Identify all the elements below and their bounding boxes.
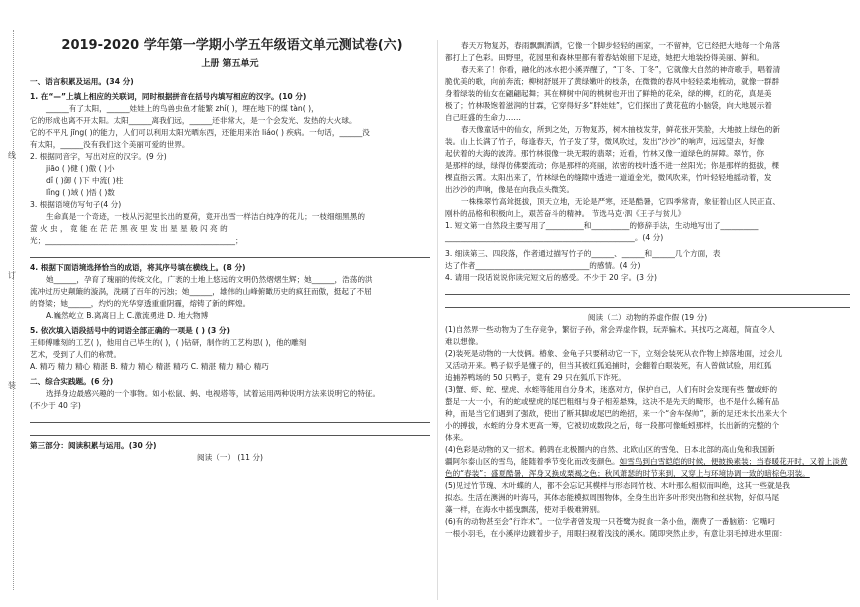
passage-1-line-7: 自己旺盛的生命力……: [445, 113, 521, 122]
passage-2-p3c: 种，而是当它们遇到了强敌，使出了断其脚或尾巴的绝招，来一个“舍车保帅”，新的足还未长出来大个: [445, 409, 787, 418]
passage-1-line-3: 春天来了！你看，融化的冰水把小溪弄醒了，“丁冬、丁冬”，它就像大自然的神奇歌手，唱着清: [461, 65, 781, 74]
section-3-heading: 第三部分：阅读积累与运用。(30 分): [30, 441, 157, 450]
exam-title: 2019-2020 学年第一学期小学五年级语文单元测试卷(六): [61, 38, 403, 53]
passage-1-line-11: 是那样的绿，绿得仿佛要流动；你是那样的亮丽，浓密的枝叶透不进一丝阳光；你是那样的挺拔，棵: [445, 161, 780, 170]
passage-2-p3e: 体来。: [445, 433, 468, 442]
q4-line-a: 她______，孕育了瑰丽的传统文化，广袤的土地上悠远的文明仍然熠熠生辉；她______，浩荡的洪: [46, 275, 373, 284]
reading-question-1-cont: __________________________________________________。(4 分): [445, 233, 664, 242]
q3-line-c: 光；__________________________________________________；: [30, 236, 243, 245]
passage-1-line-9: 装。山上长满了竹子，每逢春天，竹子发了芽，微风吹过，发出“沙沙”的响声，远远望去，好像: [445, 137, 765, 146]
passage-2-p2c: 追捕养鸭场的 50 只鸭子，竟有 29 只在狐爪下诈死。: [445, 373, 626, 382]
passage-2-p6: (6)有的动物甚至会“行诈术”。一位学者曾发现一只苍鹭为捉食一条小鱼，潮费了一番脑筋：它嘴叼: [445, 517, 775, 526]
right-column: [445, 40, 850, 540]
q5-options: A. 精巧 精力 精心 精湛 B. 精力 精心 精湛 精巧 C. 精湛 精力 精心 精巧: [30, 362, 269, 371]
q5-line-a: 王师傅雕刻的工艺( )，他用自己毕生的( )，( )钻研，制作的工艺构思( )，他的雕刻: [30, 338, 307, 347]
q3-answer-line[interactable]: [30, 249, 430, 258]
reading-answer-line-1[interactable]: [445, 286, 850, 295]
q1-line-b: 它的形成也离不开太阳。太阳______离我们远，______还非常大，是一个会发光、发热的大火球。: [30, 116, 357, 125]
reading-answer-line-2[interactable]: [445, 299, 850, 308]
passage-2-p4: (4)色彩是动物的又一招术。鹤鹑在北极圈内的自然、北欧山区的雪兔、日本北部的高山兔和我国新: [445, 445, 775, 454]
passage-1-line-15: 刚朴的品格和积极向上，艰苦奋斗的精神。 节选马克·泗《王子与贫儿》: [445, 209, 686, 218]
section-2-heading: 二、综合实践题。(6 分): [30, 377, 114, 386]
question-2: 2. 根据同音字，写出对应的汉字。(9 分): [30, 152, 167, 161]
question-3: 3. 根据语境仿写句子(4 分): [30, 200, 122, 209]
passage-2-p2b: 又活动开来。鸭子似乎是懂子的，但当其被红狐追捕时，会翻着白眼装死，有人曾做试验，用红狐: [445, 361, 772, 370]
practice-answer-line-2[interactable]: [30, 427, 430, 436]
passage-1-line-5: 身着绿装的仙女在翩翩起舞；其在柳树中间的桃树也开出了鲜艳的花朵，绿的柳，红的花，真是美: [445, 89, 772, 98]
passage-2-p3: (3)蟹、虾、蛇、壁虎、水蛭等能用自分身术，迷惑对方，保护自己，人们有时会发现有些 蟹或虾的: [445, 385, 778, 394]
passage-2-p4b-text: 疆阿尔泰山区的雪鸟，能随着季节变化而改变颜色。: [445, 457, 620, 466]
q1-line-d: 有太阳，______没有我们这个美丽可爱的世界。: [30, 140, 190, 149]
q2-line-b: dǐ ( )御 ( )下 中流( )柱: [46, 176, 124, 185]
passage-2-p3b: 螯足一大一小，有的蛇或壁虎的尾巴粗细与身子相差悬殊，这决不是先天的畸形，也不是什么稀有品: [445, 397, 780, 406]
practice-requirement: (不少于 40 字): [30, 401, 81, 410]
question-5: 5. 依次填入语段括号中的词语全部正确的一项是 ( ) (3 分): [30, 326, 231, 335]
reading-question-3-cont: 达了作者______________________________的感情。(4 分): [445, 261, 641, 270]
passage-1-line-1: 春天万物复苏，春雨飘飘洒洒，它像一个脚步轻轻的画家，一不留神，它已经把大地每一个角落: [461, 41, 780, 50]
q4-line-c: 的脊梁；她______，灼灼的光华穿透重重阴霾，熔铸了新的辉煌。: [30, 299, 251, 308]
q3-line-a: 生命真是一个奇迹，一枝从污泥里长出的夏荷，竟开出雪一样洁白纯净的花儿；一枝细细黑黑的: [46, 212, 365, 221]
question-1: 1. 在“—”上填上相应的关联词，同时根据拼音在括号内填写相应的汉字。(10 分): [30, 92, 307, 101]
q3-line-b: 萤 火 虫 ， 竟 能 在 茫 茫 黑 夜 里 发 出 星 星 般 闪 亮 的: [30, 224, 228, 233]
margin-label-pack: 装: [8, 381, 16, 390]
passage-1-line-12: 棵直指云霄。太阳出来了，竹林绿色的缝隙中透进一道道金光，微风吹来，竹叶轻轻地摇动着，发: [445, 173, 772, 182]
exam-subtitle: 上册 第五单元: [201, 59, 259, 69]
reading-question-3: 3. 细读第三、四段落，作者通过描写竹子的______、______和______几个方面，表: [445, 249, 721, 258]
left-column: [30, 38, 430, 464]
reading-1-heading: 阅读（一） (11 分): [197, 453, 263, 462]
q1-line-c: 它的不平凡 jīng( )的能力，人们可以利用太阳光晒东西，还能用来治 liáo( ) 疾病。一句话，______没: [30, 128, 370, 137]
q4-options: A.巍然屹立 B.离离日上 C.激流勇进 D. 地大物博: [46, 311, 209, 320]
passage-1-line-10: 起伏着的大海的波涛。那竹林很像一块无瑕的翡翠；近看，竹林又像一道绿色的屏障。翠竹，你: [445, 149, 764, 158]
practice-prompt: 选择身边最感兴趣的一个事物。如小松鼠、蚂、电视塔等，试着运用两种说明方法来说明它的特征。: [46, 389, 381, 398]
practice-answer-line-1[interactable]: [30, 414, 430, 423]
q2-line-c: lǐng ( )域 ( )悟 ( )数: [46, 188, 115, 197]
q5-line-b: 艺术，受到了人们的称赞。: [30, 350, 122, 359]
passage-1-line-2: 都打上了色彩。田野里，花园里和森林里都有着春姑娘留下足迹，她把大地装扮得美丽、鲜和。: [445, 53, 764, 62]
binding-margin: [0, 0, 22, 607]
passage-2-underlined: 如雪鸟到白雪皑皑的时候，便披换素装；当春暖花开时，又着上淡黄色的“春装”；盛夏酷暑，浑身又换成栗褐之色；秋风萧瑟的时节来到，又穿上与环境协调一致的暗棕色羽装。: [445, 457, 848, 478]
reading-question-1: 1. 短文第一自然段主要写用了__________和__________的修辞手法，生动地写出了__________: [445, 221, 759, 230]
passage-1-line-13: 出沙沙的声响，像是在向我点头微笑。: [445, 185, 575, 194]
column-divider: [437, 40, 438, 600]
passage-2-p5b: 拟态。生活在澳洲的叶海马，其体态能模拟周围物体，全身生出许多叶形突出物和丝状物，好似马尾: [445, 493, 780, 502]
passage-1-line-4: 脆优美的歌，向前奔流；柳树舒展开了黄绿嫩叶的枝条，在微微的春风中轻轻柔地梳动，就像一群群: [445, 77, 780, 86]
reading-2-heading: 阅读（二）动物的养虚作假 (19 分): [587, 313, 708, 322]
passage-2-p5c: 藻一样，在海水中摇曳飘荡，使对手极难辨别。: [445, 505, 605, 514]
passage-1-line-6: 极了；竹林吸饱着滋润的甘霖，它穿得好多“胖娃娃”，它们探出了黄花苞的小脑袋，向大地展示着: [445, 101, 772, 110]
section-1-heading: 一、语言积累及运用。(34 分): [30, 77, 134, 86]
passage-2-p1b: 难以想像。: [445, 337, 483, 346]
passage-1-line-14: 一株株翠竹高耸挺拔，顶天立地，无论是严寒，还是酷暑，它四季常青，象征着山区人民正直、: [461, 197, 780, 206]
passage-2-p5: (5)见过竹节瑰、木叶蝶的人，都不会忘记其模样与形态同竹枝、木叶那么相似而叫绝，这其一些就是我: [445, 481, 790, 490]
margin-label-bind: 订: [8, 271, 16, 280]
binding-dotted-line: [13, 30, 14, 590]
passage-2-p2: (2)装死是动物的一大伎俩。椿象、金龟子只要稍动它一下，立刻会装死从衣作物上掉落地面，过会儿: [445, 349, 783, 358]
passage-2-p1: (1)自然界一些动物为了生存竞争，繁衍子孙，常会弄虚作假，玩弄骗术。其找巧之离超，简直令人: [445, 325, 775, 334]
passage-1-line-8: 春天像童话中的仙女，所到之处，万物复苏，树木抽枝发芽，鲜花张开笑脸，大地披上绿色的新: [461, 125, 780, 134]
passage-2-p4b: [445, 456, 850, 480]
passage-2-p3d: 小的搏拔，水蛭的分身术更高一筹，它被切成数段之后，每一段都可像蚯蚓那样，长出新的完整的个: [445, 421, 780, 430]
question-4: 4. 根据下面语境选择恰当的成语，将其序号填在横线上。(8 分): [30, 263, 246, 272]
q2-line-a: jiāo ( )健 ( )傲 ( )小: [46, 164, 115, 173]
q4-line-b: 流冲过历史颠簸的漩涡，洗刷了百年的污浊；她______，雄伟的山峰俯瞰历史的疯狂而傲，挺起了不屈: [30, 287, 372, 296]
passage-2-p6b: 一根小羽毛，在小溪岸边踱着步子，用眼扫视着浅浅的溪水。随即突然止步，有意让羽毛掉进水里面：: [445, 529, 787, 538]
reading-question-4: 4. 请用一段话说说你读完短文后的感受。不少于 20 字。(3 分): [445, 273, 657, 282]
margin-label-line: 线: [8, 151, 16, 160]
q1-line-a: ______有了太阳，______娃娃上的鸟兽虫鱼才能繁 zhí( )，埋在地下的煤 tàn( )，: [46, 104, 319, 113]
